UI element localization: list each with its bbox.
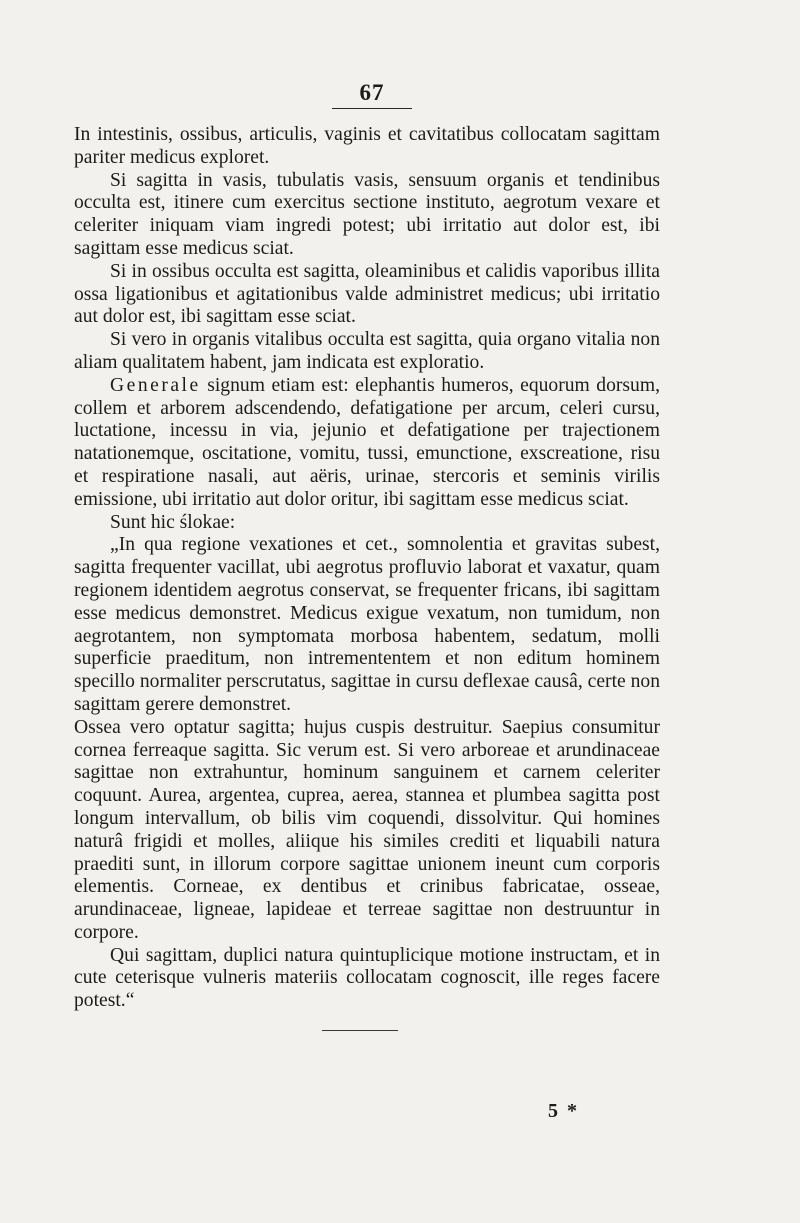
page-number: 67 [359,80,385,105]
header-rule [332,108,412,109]
general-sign-text: signum etiam est: elephantis humeros, equorum dorsum, collem et arborem adscendendo, defatigatione per arcum, celeri cursu, luctatione, incessu in via, jejunio et defatigatione per trajectionem natationemque, oscitatione, vomitu, tussi, emunctione, exscreatione, risu et respiratione nasali, aut aëris, urinae, stercoris et seminis virilis emissione, ubi irritatio aut dolor oritur, ibi sagittam esse medicus sciat. [74,374,660,510]
general-sign-lead: Generale [110,374,201,396]
slokas-intro: Sunt hic ślokae: [110,511,236,533]
paragraph-general-sign [74,375,660,512]
paragraph-vital-organs: Si vero in organis vitalibus occulta est sagitta, quia organo vitalia non aliam qualitatem habent, jam indicata est exploratio. [74,329,660,373]
quote-paragraph: „In qua regione vexationes et cet., somnolentia et gravitas subest, sagitta frequenter vacillat, ubi aegrotus profluvio laborat et vaxatur, quam regionem identidem aegrotus conservat, se frequenter fricans, ibi sagittam esse medicus demonstret. Medicus exigue vexatum, non tumidum, non aegrotantem, non symptomata morbosa habentem, sedatum, molli superficie praeditum, non intremententem et non editum hominem specillo normaliter perscrutatus, sagittae in cursu deflexae causâ, certe non sagittam gerere demonstret. [74,534,660,715]
paragraph-exploration: In intestinis, ossibus, articulis, vaginis et cavitatibus collocatam sagittam pariter medicus exploret. [74,124,660,168]
signature-mark: 5 * [548,1100,579,1122]
footer-rule [322,1030,398,1031]
quote-paragraph: Qui sagittam, duplici natura quintuplicique motione instructam, et in cute ceterisque vulneris materiis collocatam cognoscit, ille reges facere potest.“ [74,944,660,1012]
body-text [74,124,660,1013]
paragraph-bones: Si in ossibus occulta est sagitta, oleaminibus et calidis vaporibus illita ossa ligationibus et agitationibus valde administret medicus; ubi irritatio aut dolor est, ibi sagittam esse sciat. [74,260,660,328]
paragraph-vessels: Si sagitta in vasis, tubulatis vasis, sensuum organis et tendinibus occulta est, itinere cum exercitus sectione instituto, aegrotum vexare et celeriter iniquam viam ingredi potest; ubi irritatio aut dolor est, ibi sagittam esse medicus sciat. [74,169,660,259]
quote-paragraph: Ossea vero optatur sagitta; hujus cuspis destruitur. Saepius consumitur cornea ferreaque sagitta. Sic verum est. Si vero arboreae et arundinaceae sagittae non extrahuntur, hominum sanguinem et carnem celeriter coquunt. Aurea, argentea, cuprea, aerea, stannea et plumbea sagitta post longum intervallum, ob bilis vim coquendi, dissolvitur. Qui homines naturâ frigidi et molles, aliique his similes crediti et liquabili natura praediti sunt, in illorum corpore sagittae unionem ineunt cum corporis elementis. Corneae, ex dentibus et crinibus fabricatae, osseae, arundinaceae, ligneae, lapideae et terreae sagittae non destruuntur in corpore. [74,716,660,943]
